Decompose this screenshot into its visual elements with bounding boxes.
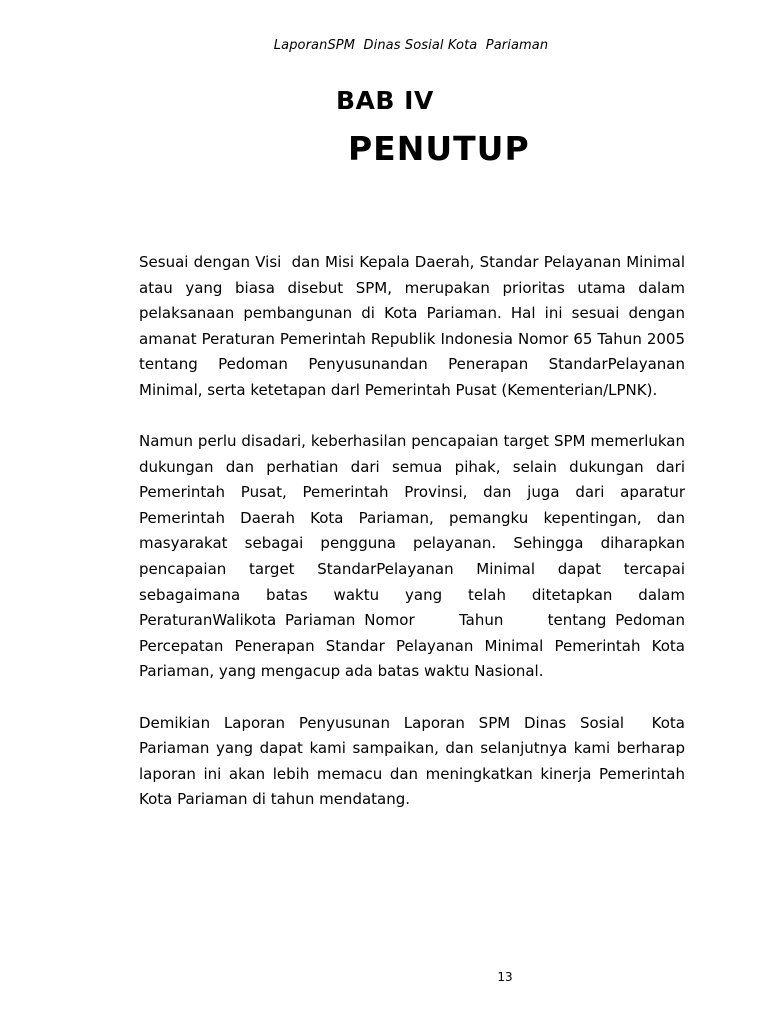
- body-text: [139, 250, 690, 838]
- page-number: 13: [497, 970, 513, 984]
- paragraph: Demikian Laporan Penyusunan Laporan SPM Dinas Sosial Kota Pariaman yang dapat kami sampaikan, dan selanjutnya kami berharap laporan ini akan lebih memacu dan meningkatkan kinerja Pemerintah Kota Pariaman di tahun mendatang.: [139, 713, 690, 809]
- chapter-title: PENUTUP: [348, 129, 530, 168]
- chapter-label: BAB IV: [336, 86, 434, 115]
- paragraph: Namun perlu disadari, keberhasilan pencapaian target SPM memerlukan dukungan dan perhatian dari semua pihak, selain dukungan dari Pemerintah Pusat, Pemerintah Provinsi, dan juga dari aparatur Pemerintah Daerah Kota Pariaman, pemangku kepentingan, dan masyarakat sebagai pengguna pelayanan. Sehingga diharapkan pencapaian target StandarPelayanan Minimal dapat tercapai sebagaimana batas waktu yang telah ditetapkan dalam PeraturanWalikota Pariaman Nomor Tahun tentang Pedoman Percepatan Penerapan Standar Pelayanan Minimal Pemerintah Kota Pariaman, yang mengacup ada batas waktu Nasional.: [139, 432, 690, 681]
- running-header: LaporanSPM Dinas Sosial Kota Pariaman: [273, 38, 549, 53]
- paragraph: Sesuai dengan Visi dan Misi Kepala Daerah, Standar Pelayanan Minimal atau yang biasa disebut SPM, merupakan prioritas utama dalam pelaksanaan pembangunan di Kota Pariaman. Hal ini sesuai dengan amanat Peraturan Pemerintah Republik Indonesia Nomor 65 Tahun 2005 tentang Pedoman Penyusunandan Penerapan StandarPelayanan Minimal, serta ketetapan darl Pemerintah Pusat (Kementerian/LPNK).: [139, 253, 690, 399]
